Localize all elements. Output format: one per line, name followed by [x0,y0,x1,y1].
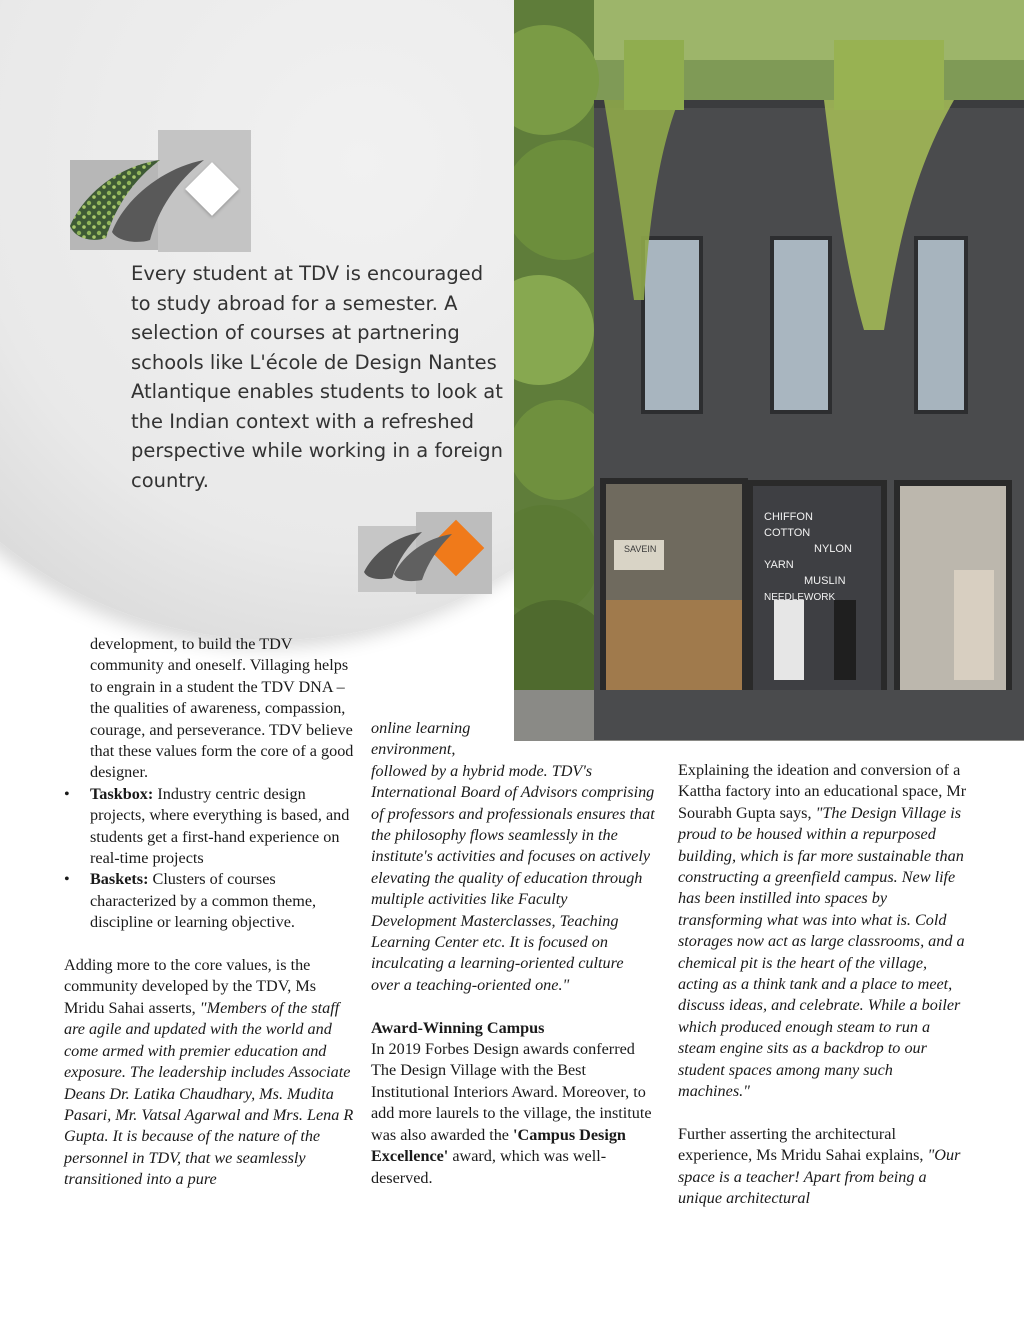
col1-community-paragraph [64,955,354,1190]
col3-p2-plain: Further asserting the architectural experience, Ms Mridu Sahai explains, [678,1124,928,1165]
award-end-a: award [448,1147,492,1166]
section-heading: Award-Winning Campus [371,1018,545,1037]
bullet-marker: • [64,784,70,803]
col2-quote-rest: followed by a hybrid mode. TDV's International Board of Advisors comprising of professors and professionals ensures that the philosophy flows seamlessly in the institute's activities and focuses on actively elevating the quality of education through multiple activities like Faculty Development Masterclasses, Teaching Learning Center etc. It is focused on inculcating a learning-oriented culture over a teaching-oriented one." [371,761,655,994]
col2-quote-line-2: environment, [371,740,456,759]
bullet-term: Taskbox: [90,784,154,803]
col2-quote-line-1: online learning [371,719,471,737]
pull-quote: Every student at TDV is encouraged to study abroad for a semester. A selection of courses at partnering schools like L'école de Design Nantes Atlantique enables students to look at the Indian context with a refreshed perspective while working in a foreign country. [131,262,503,492]
bullet-text: Industry centric design projects, where everything is based, and students get a first-hand experience on real-time projects [90,784,350,868]
bullet-text: Clusters of courses characterized by a common theme, discipline or learning objective. [90,870,317,932]
award-paragraph [371,1039,656,1189]
col3-paragraph-1 [678,760,968,1103]
closing-quote-icon [356,512,496,594]
building-photo [514,0,1024,741]
opening-quote-icon [66,130,256,255]
col1-para-plain: Adding more to the core values, is the community developed by the TDV, Ms Mridu Sahai asserts, [64,956,317,1017]
award-end-b: which was well-deserved. [371,1147,607,1187]
window-lettering-0: CHIFFON [764,511,813,523]
bullet-item-taskbox [64,784,354,870]
col3-p1-plain: Explaining the ideation and conversion of a Kattha factory into an educational space, Mr Sourabh Gupta says, [678,761,967,822]
window-lettering-3: YARN [764,559,794,571]
text-column-1 [64,634,354,1191]
bullet-marker: • [64,870,70,889]
window-lettering-5: NEEDLEWORK [764,592,836,603]
award-name: 'Campus Design Excellence' [371,1125,626,1166]
shop-sign: SAVEIN [624,544,657,554]
window-lettering-1: COTTON [764,527,811,539]
col3-p2-quote: "Our space is a teacher! Apart from being a unique architectural [678,1146,961,1208]
window-lettering-2: NYLON [814,543,852,555]
bullet-term: Baskets: [90,870,149,889]
col1-para-quote: "Members of the staff are agile and updated with the world and come armed with premier education and exposure. The leadership includes Associate Deans Dr. Latika Chaudhary, Ms. Mudita Pasari, Mr. Vatsal Agarwal and Mrs. Lena R Gupta. It is because of the nature of the personnel in TDV, that we seamlessly transitioned into a pure [64,998,354,1189]
window-lettering-4: MUSLIN [804,575,846,587]
col1-lead-paragraph: development, to build the TDV community and oneself. Villaging helps to engrain in a student the TDV DNA –the qualities of awareness, compassion, courage, and perseverance. TDV believe that these values form the core of a good designer. [90,635,354,782]
text-column-3 [678,760,968,1210]
award-text: In 2019 Forbes Design awards conferred The Design Village with the Best Institutional Interiors Award. Moreover, to add more laurels to the village, the institute was also awarded the [371,1040,652,1144]
text-column-2 [371,718,656,1189]
bullet-item-baskets [64,869,354,933]
col3-paragraph-2 [678,1124,968,1210]
award-comma: , [491,1147,496,1166]
col3-p1-quote: "The Design Village is proud to be housed within a repurposed building, which is far more sustainable than constructing a greenfield campus. New life has been instilled into spaces by transforming what was into what is. Cold storages now act as large classrooms, and a chemical pit is the heart of the village, acting as a think tank and a place to meet, discuss ideas, and celebrate. While a boiler which produced enough steam to run a steam engine sits as a backdrop to our student spaces among many such machines." [678,803,965,1101]
